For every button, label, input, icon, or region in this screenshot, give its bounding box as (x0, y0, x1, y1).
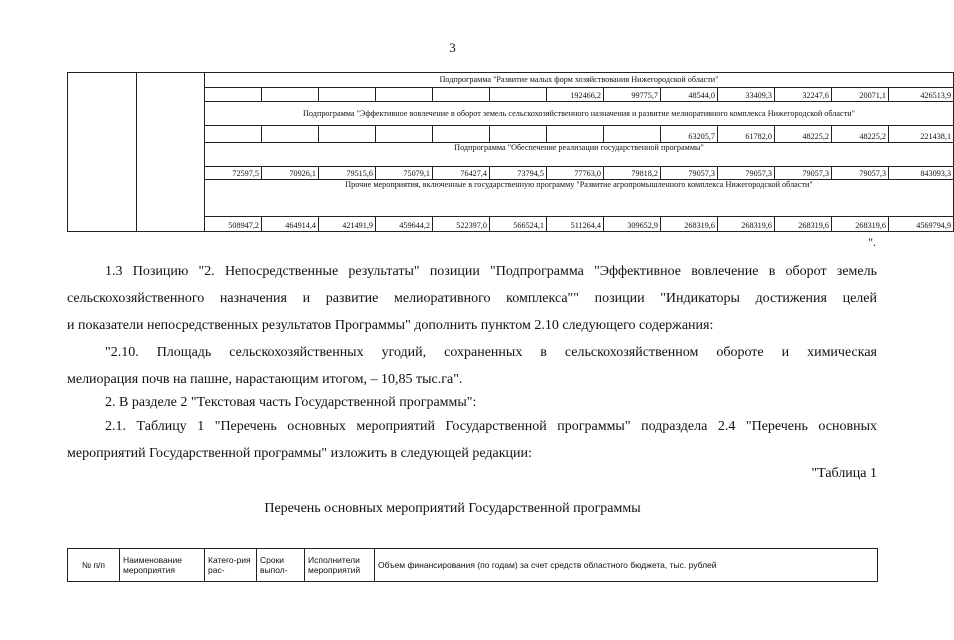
value-cell: 508947,2 (205, 217, 262, 232)
value-cell (319, 88, 376, 102)
paragraph-line: и показатели непосредственных результатов Программы" дополнить пунктом 2.10 следующего содержания: (67, 318, 714, 333)
paragraph-line: 2. В разделе 2 "Текстовая часть Государственной программы": (105, 395, 477, 410)
header-cell: Катего-рия рас- (205, 549, 257, 582)
measures-table-header (67, 548, 878, 582)
value-cell: 76427,4 (433, 167, 490, 180)
value-cell (376, 88, 433, 102)
value-cell: 268319,6 (661, 217, 718, 232)
value-cell: 511264,4 (547, 217, 604, 232)
paragraph-line: мероприятий Государственной программы" изложить в следующей редакции: (67, 446, 532, 461)
header-cell: Объем финансирования (по годам) за счет средств областного бюджета, тыс. рублей (375, 549, 878, 582)
value-cell: 4569794,9 (889, 217, 954, 232)
value-cell (490, 126, 547, 143)
top-financing-table (67, 72, 954, 232)
section-heading: Подпрограмма "Развитие малых форм хозяйствования Нижегородской области" (205, 73, 954, 88)
value-cell: 421491,9 (319, 217, 376, 232)
value-cell (319, 126, 376, 143)
value-cell: 77763,0 (547, 167, 604, 180)
value-cell: 48544,0 (661, 88, 718, 102)
value-cell: 459644,2 (376, 217, 433, 232)
value-cell: 61782,0 (718, 126, 775, 143)
value-cell: 79057,3 (775, 167, 832, 180)
paragraph-line: 1.3 Позицию "2. Непосредственные результаты" позиции "Подпрограмма "Эффективное вовлечение в оборот земель (105, 264, 877, 279)
value-cell: 79515,6 (319, 167, 376, 180)
closing-quote: ". (868, 235, 876, 249)
value-cell: 63205,7 (661, 126, 718, 143)
header-cell: Наименование мероприятия (120, 549, 205, 582)
page-number: 3 (449, 40, 456, 55)
value-cell: 48225,2 (832, 126, 889, 143)
header-cell: Сроки выпол- (257, 549, 305, 582)
table-title: Перечень основных мероприятий Государственной программы (264, 501, 641, 516)
paragraph-line: "2.10. Площадь сельскохозяйственных угодий, сохраненных в сельскохозяйственном обороте и химическая (105, 345, 877, 360)
paragraph-line: 2.1. Таблицу 1 "Перечень основных мероприятий Государственной программы" подраздела 2.4 "Перечень основных (105, 419, 877, 434)
value-cell (604, 126, 661, 143)
value-cell (433, 88, 490, 102)
value-cell: 268319,6 (832, 217, 889, 232)
value-cell (262, 88, 319, 102)
value-cell: 33409,3 (718, 88, 775, 102)
header-cell: Исполнители мероприятий (305, 549, 375, 582)
value-cell: 268319,6 (775, 217, 832, 232)
value-cell: 843093,3 (889, 167, 954, 180)
paragraph-line: сельскохозяйственного назначения и развитие мелиоративного комплекса"" позиции "Индикаторы достижения целей (67, 291, 877, 306)
value-cell: 268319,6 (718, 217, 775, 232)
value-cell: 70926,1 (262, 167, 319, 180)
value-cell: 73794,5 (490, 167, 547, 180)
value-cell: 79057,3 (832, 167, 889, 180)
value-cell: 72597,5 (205, 167, 262, 180)
value-cell: 79057,3 (718, 167, 775, 180)
value-cell: 99775,7 (604, 88, 661, 102)
value-cell: 79057,3 (661, 167, 718, 180)
value-cell: 79818,2 (604, 167, 661, 180)
value-cell: 20071,1 (832, 88, 889, 102)
table-label: "Таблица 1 (811, 466, 877, 481)
value-cell: 309652,9 (604, 217, 661, 232)
table-blank-cell (137, 73, 205, 232)
value-cell: 426513,9 (889, 88, 954, 102)
table-row (68, 549, 878, 582)
value-cell (547, 126, 604, 143)
value-cell: 75079,1 (376, 167, 433, 180)
value-cell: 221438,1 (889, 126, 954, 143)
header-cell: № п/п (68, 549, 120, 582)
section-heading: Подпрограмма "Обеспечение реализации государственной программы" (205, 143, 954, 167)
value-cell: 32247,6 (775, 88, 832, 102)
section-heading: Подпрограмма "Эффективное вовлечение в оборот земель сельскохозяйственного назначения и развитие мелиоративного комплекса Нижегородской области" (205, 102, 954, 126)
value-cell (433, 126, 490, 143)
table-blank-cell (68, 73, 137, 232)
value-cell (490, 88, 547, 102)
paragraph-line: мелиорация почв на пашне, нарастающим итогом, – 10,85 тыс.га". (67, 372, 463, 387)
section-heading: Прочие мероприятия, включенные в государственную программу "Развитие агропромышленного комплекса Нижегородской области" (205, 180, 954, 217)
value-cell (376, 126, 433, 143)
value-cell (262, 126, 319, 143)
value-cell: 566524,1 (490, 217, 547, 232)
value-cell: 48225,2 (775, 126, 832, 143)
value-cell (205, 88, 262, 102)
value-cell (205, 126, 262, 143)
value-cell: 522397,0 (433, 217, 490, 232)
value-cell: 464914,4 (262, 217, 319, 232)
value-cell: 192466,2 (547, 88, 604, 102)
